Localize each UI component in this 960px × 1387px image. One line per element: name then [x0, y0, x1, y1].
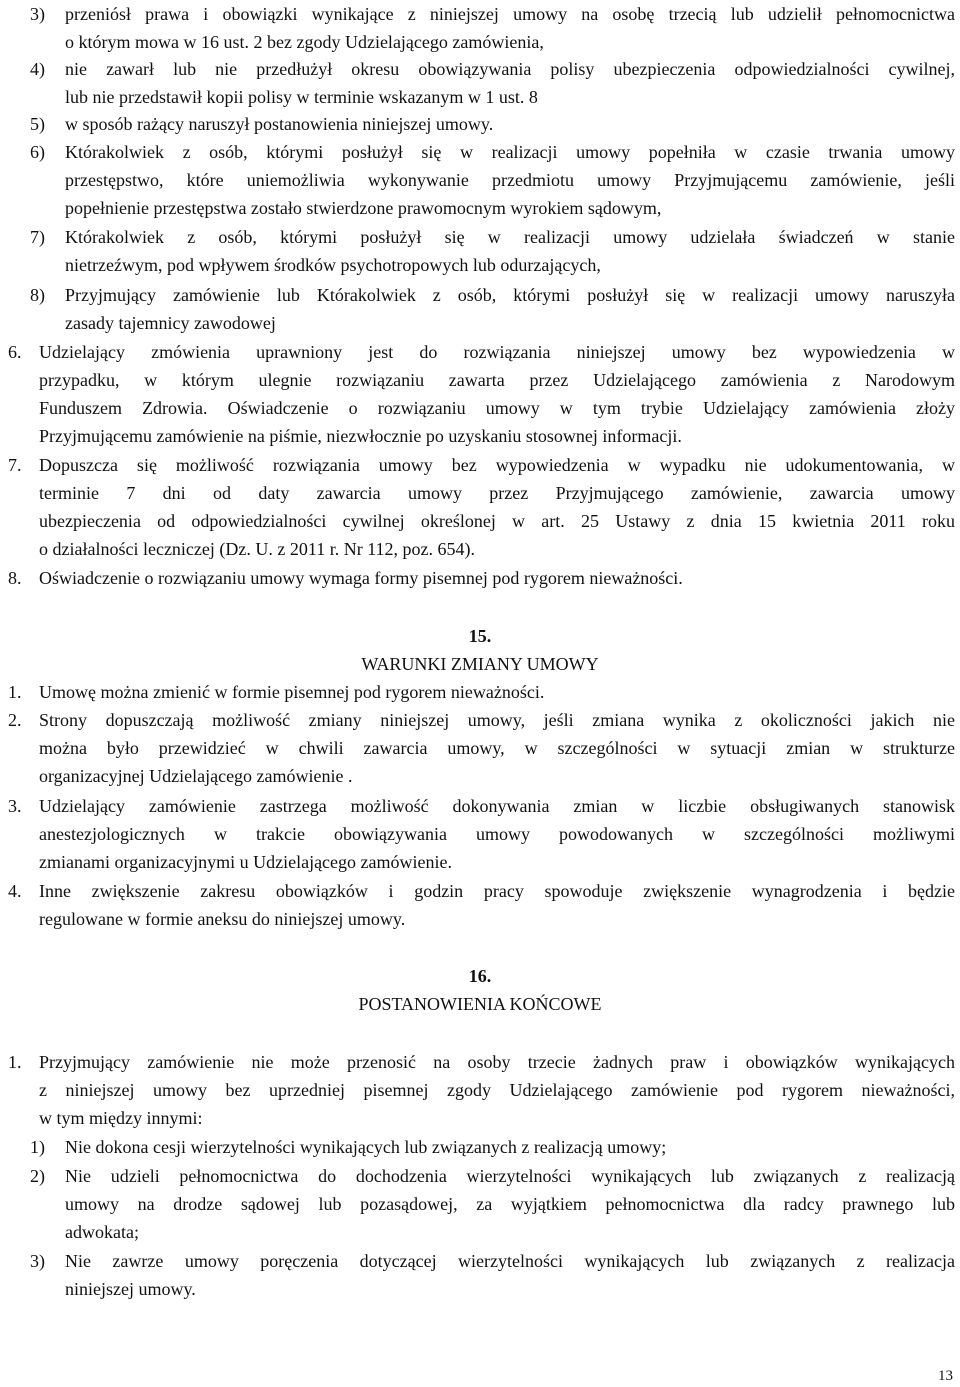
- item-line: Udzielający zmówienia uprawniony jest do rozwiązania niniejszej umowy bez wypowiedzenia w: [39, 342, 955, 362]
- section-title: POSTANOWIENIA KOŃCOWE: [358, 994, 602, 1014]
- section-title: WARUNKI ZMIANY UMOWY: [361, 654, 599, 674]
- item-line: o działalności leczniczej (Dz. U. z 2011 r. Nr 112, poz. 654).: [39, 539, 476, 559]
- item-line: przeniósł prawa i obowiązki wynikające z niniejszej umowy na osobę trzecią lub udzielił pełnomocnictwa: [65, 4, 955, 24]
- item-line: adwokata;: [65, 1222, 139, 1242]
- item-number: 2.: [8, 710, 22, 730]
- item-number: 3): [30, 4, 45, 24]
- item-line: organizacyjnej Udzielającego zamówienie .: [39, 766, 353, 786]
- item-number: 1): [30, 1137, 45, 1157]
- item-line: Nie dokona cesji wierzytelności wynikających lub związanych z realizacją umowy;: [65, 1137, 667, 1157]
- item-line: można było przewidzieć w chwili zawarcia umowy, w szczególności w sytuacji zmian w strukturze: [39, 738, 955, 758]
- item-number: 2): [30, 1166, 45, 1186]
- item-number: 6.: [8, 342, 22, 362]
- item-line: niniejszej umowy.: [65, 1279, 196, 1299]
- item-number: 7): [30, 227, 45, 247]
- item-line: o którym mowa w 16 ust. 2 bez zgody Udzielającego zamówienia,: [65, 32, 544, 52]
- item-line: Strony dopuszczają możliwość zmiany niniejszej umowy, jeśli zmiana wynika z okoliczności jakich nie: [39, 710, 955, 730]
- item-line: w tym między innymi:: [39, 1108, 203, 1128]
- item-line: terminie 7 dni od daty zawarcia umowy przez Przyjmującego zamówienie, zawarcia umowy: [39, 483, 955, 503]
- item-line: Przyjmujący zamówienie lub Którakolwiek z osób, którymi posłużył się w realizacji umowy naruszyła: [65, 285, 955, 305]
- item-line: Którakolwiek z osób, którymi posłużył się w realizacji umowy popełniła w czasie trwania umowy: [65, 142, 955, 162]
- item-line: nie zawarł lub nie przedłużył okresu obowiązywania polisy ubezpieczenia odpowiedzialności cywilnej,: [65, 59, 955, 79]
- item-number: 4.: [8, 881, 22, 901]
- item-line: przestępstwo, które uniemożliwia wykonywanie przedmiotu umowy Przyjmującemu zamówienie, jeśli: [65, 170, 955, 190]
- item-number: 3): [30, 1251, 45, 1271]
- item-line: lub nie przedstawił kopii polisy w terminie wskazanym w 1 ust. 8: [65, 87, 538, 107]
- item-line: Funduszem Zdrowia. Oświadczenie o rozwiązaniu umowy w tym trybie Udzielający zamówienia złoży: [39, 398, 955, 418]
- item-line: Inne zwiększenie zakresu obowiązków i godzin pracy spowoduje zwiększenie wynagrodzenia i będzie: [39, 881, 955, 901]
- item-line: Którakolwiek z osób, którymi posłużył się w realizacji umowy udzielała świadczeń w stanie: [65, 227, 955, 247]
- item-line: z niniejszej umowy bez uprzedniej pisemnej zgody Udzielającego zamówienie pod rygorem nieważności,: [39, 1080, 955, 1100]
- item-line: umowy na drodze sądowej lub pozasądowej, za wyjątkiem pełnomocnictwa dla radcy prawnego lub: [65, 1194, 955, 1214]
- item-line: Nie udzieli pełnomocnictwa do dochodzenia wierzytelności wynikających lub związanych z realizacją: [65, 1166, 955, 1186]
- item-line: przypadku, w którym ulegnie rozwiązaniu zawarta przez Udzielającego zamówienia z Narodowym: [39, 370, 955, 390]
- item-line: zmianami organizacyjnymi u Udzielającego zamówienie.: [39, 852, 452, 872]
- item-line: ubezpieczenia od odpowiedzialności cywilnej określonej w art. 25 Ustawy z dnia 15 kwietnia 2011 roku: [39, 511, 955, 531]
- item-line: Przyjmującemu zamówienie na piśmie, niezwłocznie po uzyskaniu stosownej informacji.: [39, 426, 682, 446]
- section-number: 15.: [468, 626, 492, 646]
- item-number: 8.: [8, 568, 22, 588]
- item-line: Umowę można zmienić w formie pisemnej pod rygorem nieważności.: [39, 682, 545, 702]
- item-number: 1.: [8, 1052, 22, 1072]
- item-line: regulowane w formie aneksu do niniejszej umowy.: [39, 909, 406, 929]
- item-number: 5): [30, 114, 45, 134]
- item-line: Udzielający zamówienie zastrzega możliwość dokonywania zmian w liczbie obsługiwanych stanowisk: [39, 796, 955, 816]
- item-number: 7.: [8, 455, 22, 475]
- item-number: 3.: [8, 796, 22, 816]
- item-line: Przyjmujący zamówienie nie może przenosić na osoby trzecie żadnych praw i obowiązków wynikających: [39, 1052, 955, 1072]
- item-line: Oświadczenie o rozwiązaniu umowy wymaga formy pisemnej pod rygorem nieważności.: [39, 568, 683, 588]
- item-number: 4): [30, 59, 45, 79]
- item-number: 6): [30, 142, 45, 162]
- page-number: 13: [938, 1368, 953, 1384]
- item-line: Nie zawrze umowy poręczenia dotyczącej wierzytelności wynikających lub związanych z realizacja: [65, 1251, 955, 1271]
- item-number: 8): [30, 285, 45, 305]
- section-number: 16.: [468, 966, 492, 986]
- item-line: popełnienie przestępstwa zostało stwierdzone prawomocnym wyrokiem sądowym,: [65, 198, 662, 218]
- item-line: nietrzeźwym, pod wpływem środków psychotropowych lub odurzających,: [65, 255, 601, 275]
- item-line: anestezjologicznych w trakcie obowiązywania umowy powodowanych w szczególności możliwymi: [39, 824, 955, 844]
- item-line: zasady tajemnicy zawodowej: [65, 313, 276, 333]
- item-line: w sposób rażący naruszył postanowienia niniejszej umowy.: [65, 114, 494, 134]
- item-line: Dopuszcza się możliwość rozwiązania umowy bez wypowiedzenia w wypadku nie udokumentowania, w: [39, 455, 955, 475]
- item-number: 1.: [8, 682, 22, 702]
